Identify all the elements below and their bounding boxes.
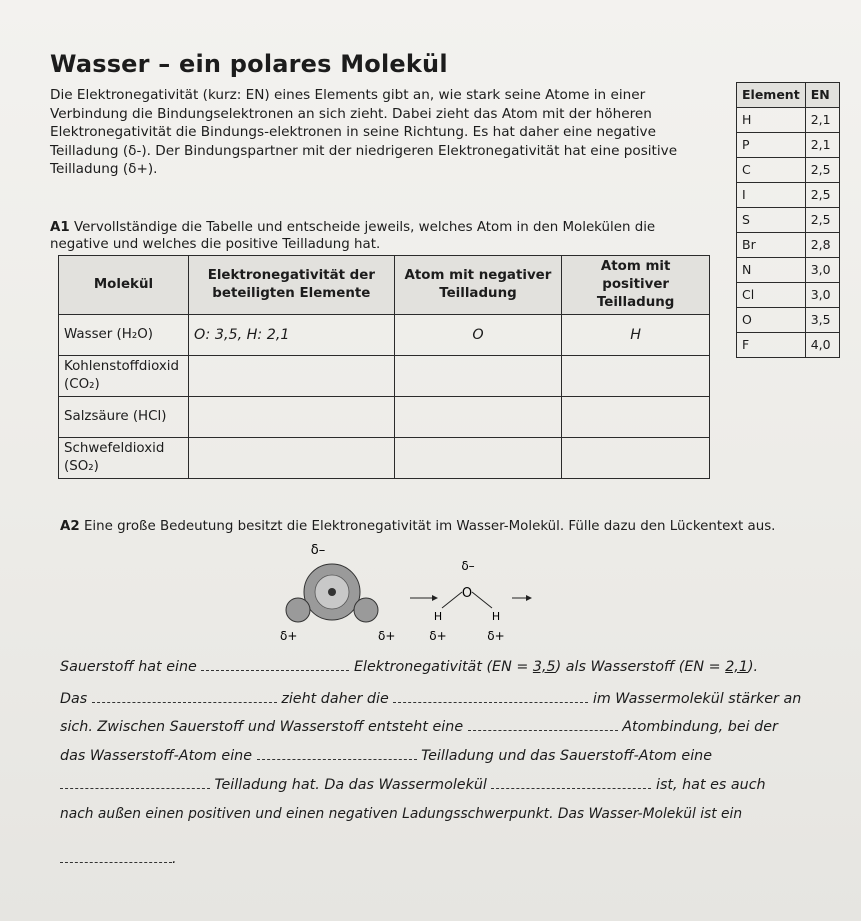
cloze-blank[interactable] (92, 690, 277, 703)
en-value: 2,5 (805, 183, 839, 208)
hydrogen-atom-right (354, 598, 378, 622)
en-table-header (737, 83, 840, 108)
lewis-bond-left (442, 592, 462, 608)
arrow-1-head (432, 595, 438, 601)
task-2 (60, 519, 775, 534)
cloze-text: ) als Wasserstoff (EN = (555, 659, 721, 675)
en-row (737, 208, 840, 233)
cloze-line-6 (60, 806, 742, 822)
molecule-table-header (59, 256, 710, 315)
header-electronegativity: Elektronegativität der beteiligten Elemente (188, 256, 394, 315)
en-row (737, 283, 840, 308)
cloze-text: im Wassermolekül stärker an (592, 691, 802, 707)
table-row (59, 438, 710, 479)
delta-minus-label: δ– (310, 543, 326, 558)
task-1-number: A1 (50, 220, 70, 235)
cloze-line-7 (60, 850, 177, 867)
electronegativity-table (736, 82, 840, 358)
table-row (59, 356, 710, 397)
cell-negative[interactable] (394, 397, 562, 438)
en-element: I (737, 183, 806, 208)
en-value: 2,1 (805, 133, 839, 158)
cell-negative[interactable] (394, 356, 562, 397)
en-value: 2,8 (805, 233, 839, 258)
en-element: H (737, 108, 806, 133)
cell-molecule: Wasser (H₂O) (59, 315, 189, 356)
cell-en[interactable] (188, 356, 394, 397)
en-value: 3,0 (805, 258, 839, 283)
cloze-blank[interactable] (60, 776, 210, 789)
task-1 (50, 219, 710, 253)
lewis-bond-right (472, 592, 492, 608)
en-element: N (737, 258, 806, 283)
en-element: S (737, 208, 806, 233)
cell-negative[interactable] (394, 438, 562, 479)
cloze-blank[interactable] (257, 747, 417, 760)
molecule-table (58, 255, 710, 479)
cloze-text: Sauerstoff hat eine (60, 659, 197, 675)
cell-positive[interactable]: H (562, 315, 710, 356)
en-row (737, 258, 840, 283)
cloze-blank[interactable] (491, 776, 651, 789)
en-element: C (737, 158, 806, 183)
arrow-2-head (526, 595, 532, 601)
lewis-delta-plus-left: δ+ (429, 629, 447, 643)
task-2-text: Eine große Bedeutung besitzt die Elektronegativität im Wasser-Molekül. Fülle dazu den Lückentext aus. (83, 519, 776, 534)
en-row (737, 133, 840, 158)
hydrogen-atom-left (286, 598, 310, 622)
cloze-text: zieht daher die (281, 691, 389, 707)
en-element: Cl (737, 283, 806, 308)
en-element: P (737, 133, 806, 158)
cloze-blank[interactable] (60, 850, 172, 863)
header-negative-atom: Atom mit negativer Teilladung (394, 256, 562, 315)
cloze-text: nach außen einen positiven und einen negativen Ladungsschwerpunkt. Das Wasser-Molekül ist ein (60, 806, 743, 822)
en-row (737, 233, 840, 258)
header-en: EN (805, 83, 839, 108)
cell-molecule: Schwefeldioxid (SO₂) (59, 438, 189, 479)
lewis-delta-minus: δ– (461, 559, 475, 573)
oxygen-nucleus (328, 588, 336, 596)
cell-positive[interactable] (562, 438, 710, 479)
cloze-line-5 (60, 776, 766, 793)
cell-molecule: Kohlenstoffdioxid (CO₂) (59, 356, 189, 397)
cloze-blank[interactable] (393, 690, 588, 703)
en-element: O (737, 308, 806, 333)
cloze-text: Teilladung und das Sauerstoff-Atom eine (421, 748, 713, 764)
cell-en[interactable] (188, 397, 394, 438)
en-value: 2,1 (805, 108, 839, 133)
en-row (737, 308, 840, 333)
cell-positive[interactable] (562, 397, 710, 438)
cloze-text: ist, hat es auch (656, 777, 766, 793)
cell-molecule: Salzsäure (HCl) (59, 397, 189, 438)
task-1-text: Vervollständige die Tabelle und entscheide jeweils, welches Atom in den Molekülen die negative und welches die positive Teilladung hat. (50, 220, 656, 252)
en-row (737, 108, 840, 133)
en-value: 4,0 (805, 333, 839, 358)
header-positive-atom: Atom mit positiver Teilladung (562, 256, 710, 315)
cloze-line-4 (60, 747, 712, 764)
en-value: 3,5 (805, 308, 839, 333)
cell-positive[interactable] (562, 356, 710, 397)
en-value: 3,0 (805, 283, 839, 308)
cloze-text: . (172, 851, 177, 867)
cloze-text: das Wasserstoff-Atom eine (60, 748, 253, 764)
lewis-hydrogen-right: H (491, 610, 501, 623)
cloze-text: ). (747, 659, 759, 675)
page-title: Wasser – ein polares Molekül (50, 50, 448, 78)
table-row (59, 397, 710, 438)
cloze-blank[interactable] (468, 718, 618, 731)
intro-paragraph: Die Elektronegativität (kurz: EN) eines Elements gibt an, wie stark seine Atome in einer Verbindung die Bindungselektronen an sich zieht. Dabei zieht das Atom mit der höheren Elektronegativität die Bindungs-elektronen in seine Richtung. Es hat daher eine negative Teilladung (δ-). Der Bindungspartner mit der niedrigeren Elektronegativität hat eine positive Teilladung (δ+). (50, 87, 678, 177)
cloze-line-2 (60, 690, 801, 707)
cloze-text: Elektronegativität (EN = (353, 659, 529, 675)
cloze-text: Teilladung hat. Da das Wassermolekül (214, 777, 487, 793)
water-molecule-diagram (260, 540, 540, 646)
table-row (59, 315, 710, 356)
en-row (737, 158, 840, 183)
cloze-text: sich. Zwischen Sauerstoff und Wasserstoff entsteht eine (60, 719, 464, 735)
lewis-hydrogen-left: H (433, 610, 443, 623)
cloze-blank[interactable] (201, 658, 349, 671)
cloze-hydrogen-en: 2,1 (725, 659, 748, 675)
en-element: F (737, 333, 806, 358)
lewis-oxygen: O (461, 586, 473, 601)
cloze-text: Atombindung, bei der (622, 719, 778, 735)
en-element: Br (737, 233, 806, 258)
delta-plus-right: δ+ (378, 629, 396, 643)
cell-en[interactable] (188, 438, 394, 479)
cloze-line-1 (60, 658, 758, 675)
en-value: 2,5 (805, 208, 839, 233)
cloze-text: Das (60, 691, 88, 707)
cell-negative[interactable]: O (394, 315, 562, 356)
en-value: 2,5 (805, 158, 839, 183)
cell-en[interactable]: O: 3,5, H: 2,1 (188, 315, 394, 356)
en-row (737, 183, 840, 208)
cloze-line-3 (60, 718, 778, 735)
task-2-number: A2 (60, 519, 80, 534)
header-element: Element (737, 83, 806, 108)
en-row (737, 333, 840, 358)
cloze-oxygen-en: 3,5 (532, 659, 556, 675)
delta-plus-left: δ+ (280, 629, 298, 643)
header-molecule: Molekül (59, 256, 189, 315)
lewis-delta-plus-right: δ+ (487, 629, 505, 643)
